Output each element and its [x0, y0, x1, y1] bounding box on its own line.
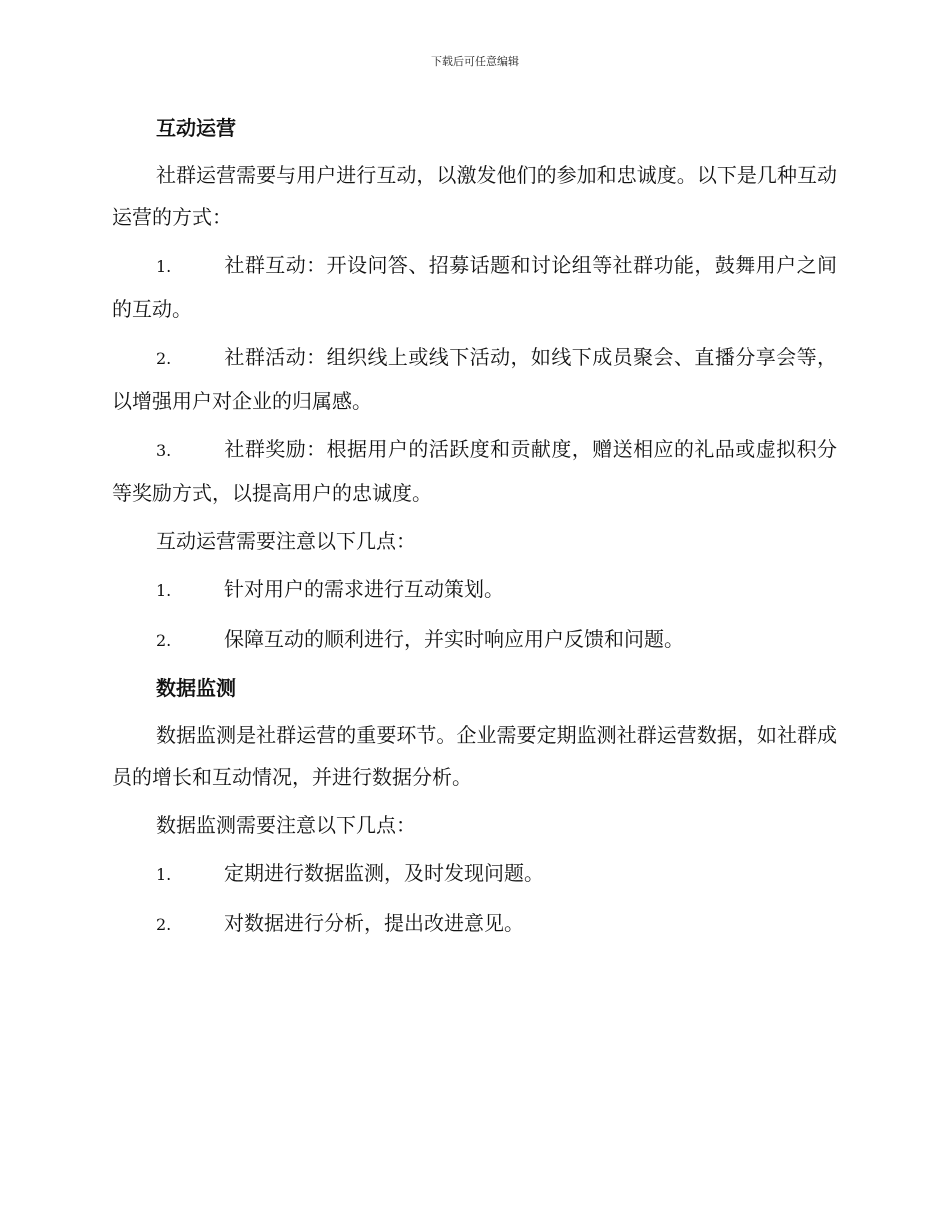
monitoring-intro: 数据监测是社群运营的重要环节。企业需要定期监测社群运营数据，如社群成员的增长和互动情况，并进行数据分析。 [112, 723, 837, 789]
list-text: 定期进行数据监测，及时发现问题。 [224, 861, 544, 885]
interaction-notes-intro: 互动运营需要注意以下几点： [156, 529, 416, 553]
list-item [112, 568, 837, 612]
list-item [112, 244, 837, 330]
list-number: 3. [156, 441, 172, 460]
list-item [112, 428, 837, 514]
interaction-intro: 社群运营需要与用户进行互动，以激发他们的参加和忠诚度。以下是几种互动运营的方式： [112, 163, 837, 229]
list-number: 1. [156, 865, 172, 884]
list-text: 社群奖励：根据用户的活跃度和贡献度，赠送相应的礼品或虚拟积分等奖励方式，以提高用户的忠诚度。 [112, 437, 837, 505]
document-content [112, 108, 837, 946]
list-item [112, 852, 837, 896]
list-item [112, 618, 837, 662]
list-text: 社群互动：开设问答、招募话题和讨论组等社群功能，鼓舞用户之间的互动。 [112, 253, 837, 321]
list-text: 对数据进行分析，提出改进意见。 [224, 911, 524, 935]
monitoring-notes-intro: 数据监测需要注意以下几点： [156, 813, 416, 837]
list-item [112, 336, 837, 422]
list-number: 2. [156, 631, 172, 650]
list-text: 针对用户的需求进行互动策划。 [224, 577, 504, 601]
list-text: 社群活动：组织线上或线下活动，如线下成员聚会、直播分享会等，以增强用户对企业的归属感。 [112, 345, 837, 413]
list-number: 2. [156, 349, 172, 368]
list-text: 保障互动的顺利进行，并实时响应用户反馈和问题。 [224, 627, 684, 651]
list-number: 1. [156, 581, 172, 600]
list-number: 2. [156, 915, 172, 934]
list-number: 1. [156, 257, 172, 276]
section-heading-interaction: 互动运营 [156, 116, 236, 140]
section-heading-monitoring: 数据监测 [156, 676, 236, 700]
header-note: 下载后可任意编辑 [431, 55, 519, 68]
list-item [112, 902, 837, 946]
